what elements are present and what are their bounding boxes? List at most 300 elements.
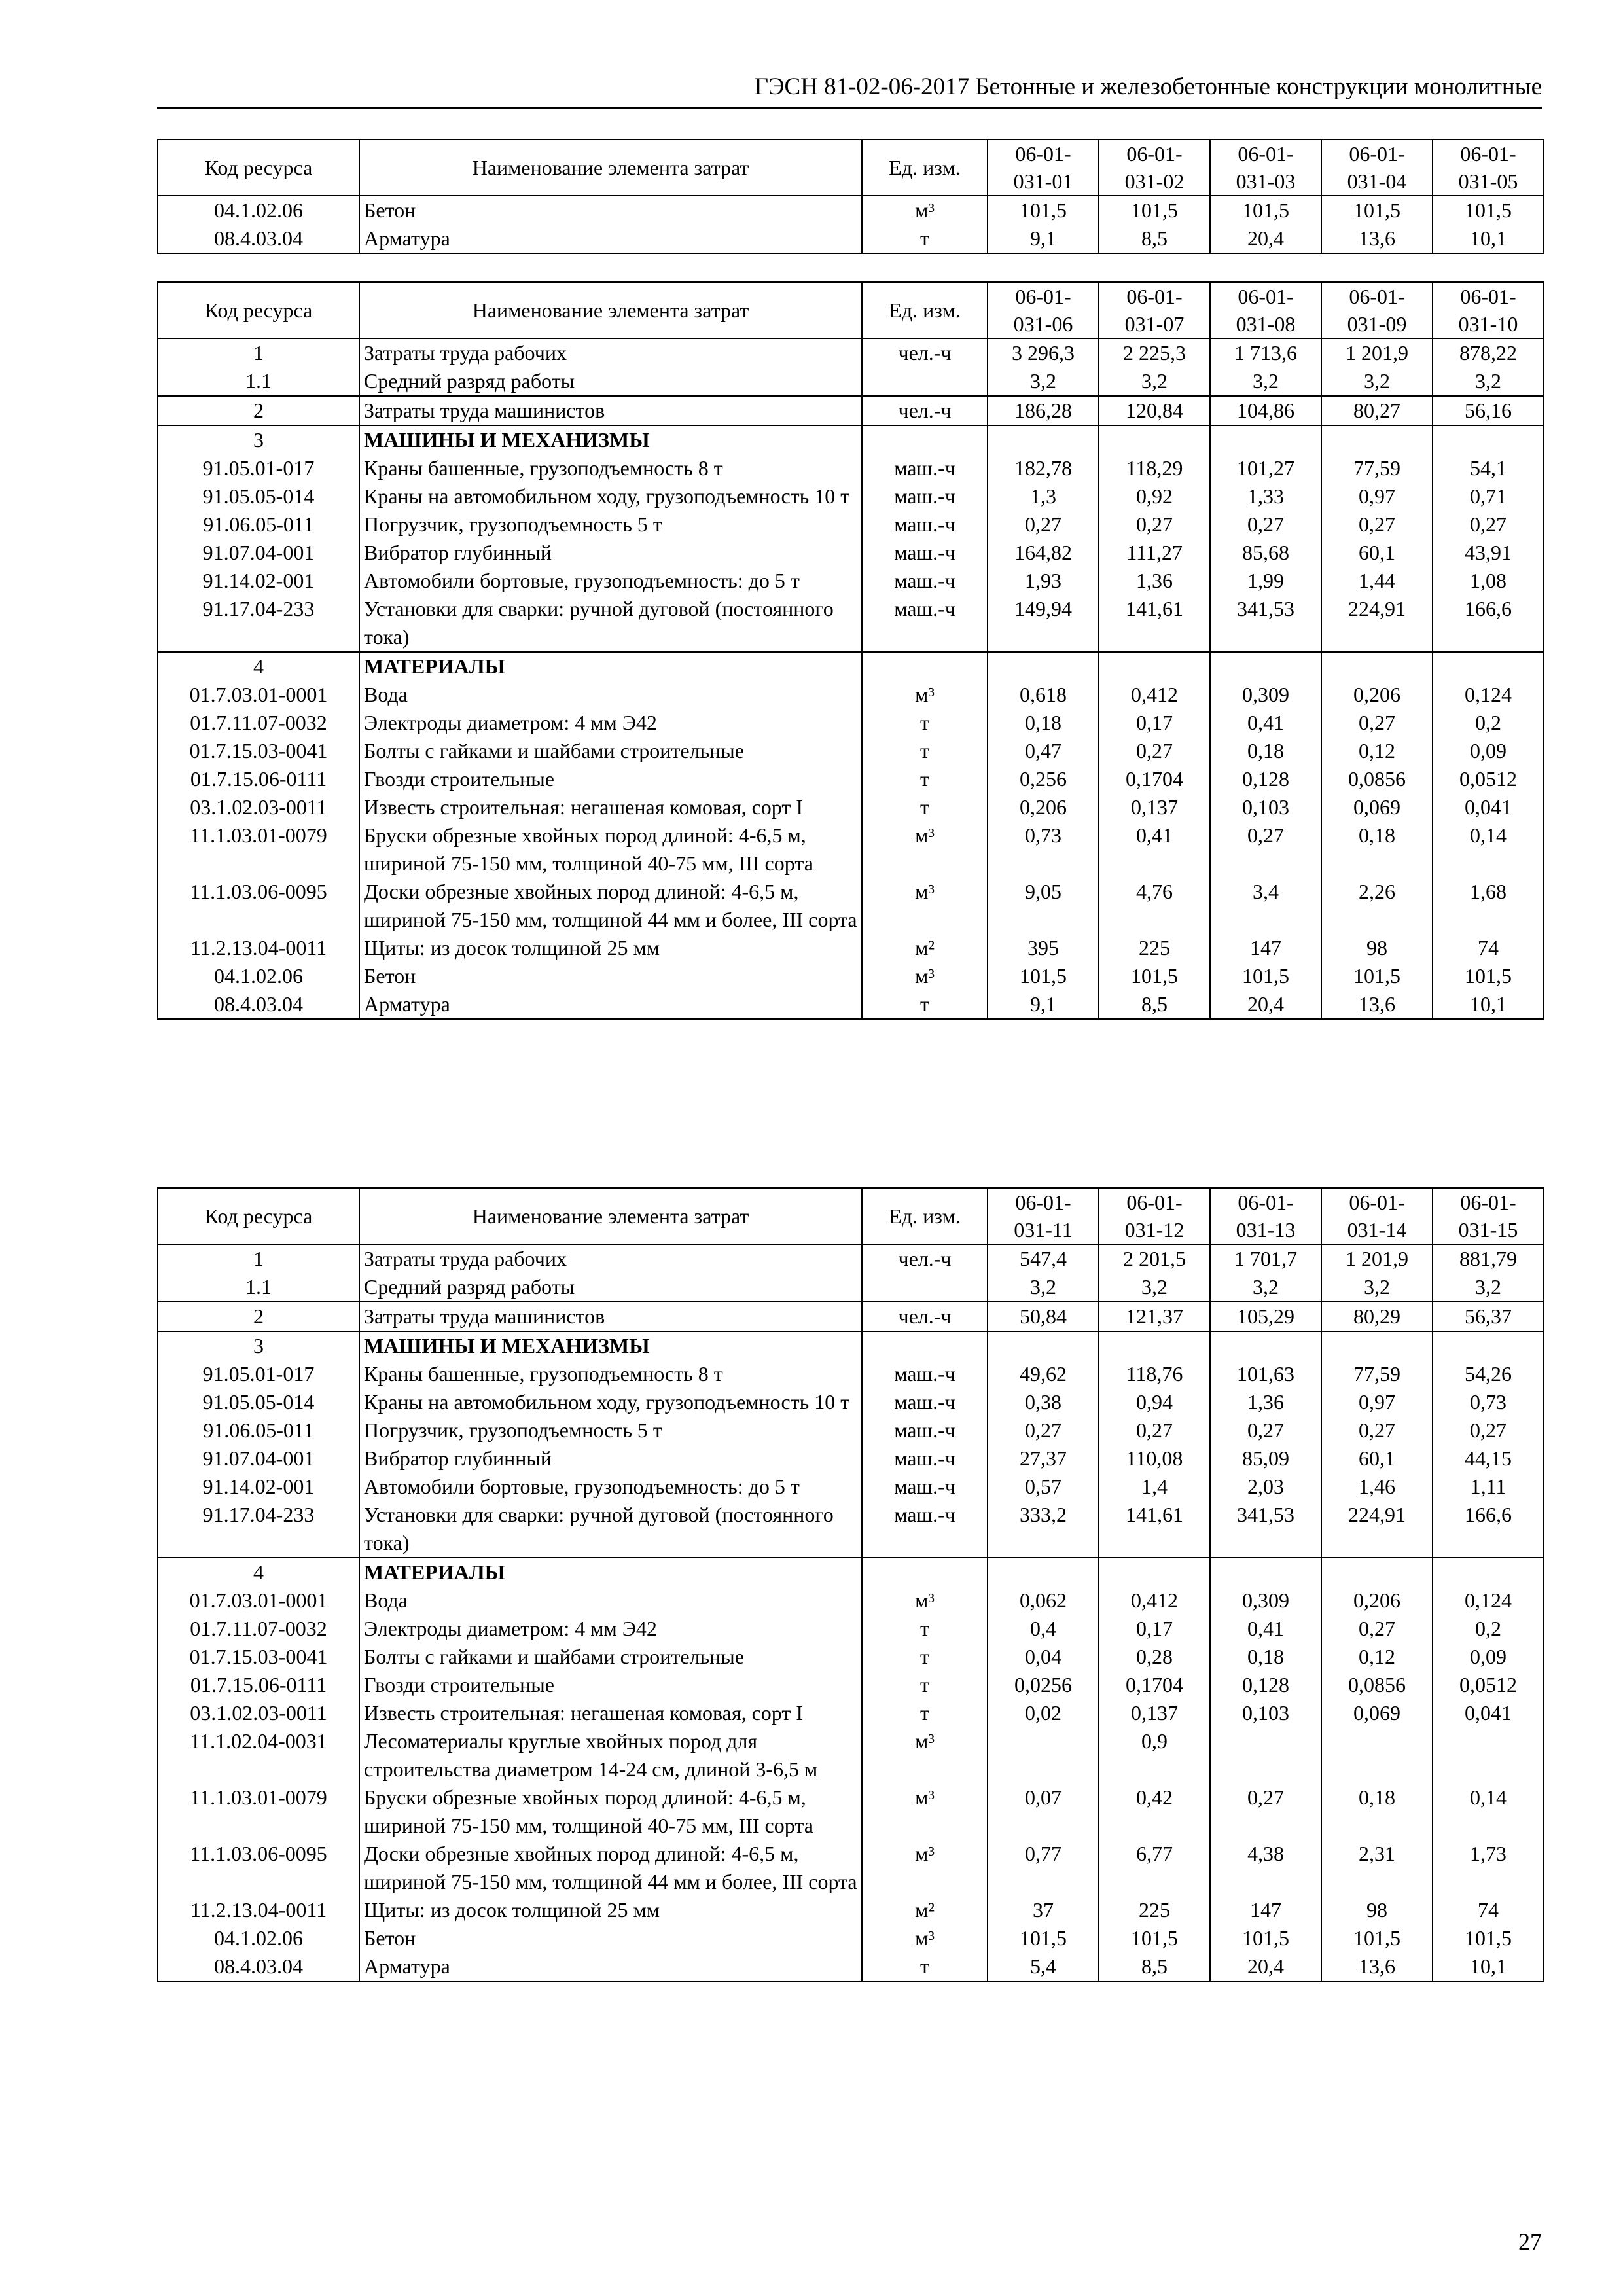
unit-of-measure: маш.-ч (862, 1444, 988, 1473)
resource-code: 91.17.04-233 (158, 1501, 359, 1558)
resource-code: 04.1.02.06 (158, 962, 359, 990)
resource-name: Бетон (359, 1924, 862, 1952)
resource-name: Гвозди строительные (359, 1671, 862, 1699)
resource-name: Бруски обрезные хвойных пород длиной: 4-6,5 м, шириной 75-150 мм, толщиной 40-75 мм, III сорта (359, 821, 862, 878)
norm-value: 1,93 (988, 567, 1099, 595)
norm-value: 0,77 (988, 1840, 1099, 1896)
norm-value: 333,2 (988, 1501, 1099, 1558)
table-row (158, 821, 1544, 878)
norm-value (1210, 1558, 1321, 1587)
norm-value: 0,4 (988, 1615, 1099, 1643)
norm-value: 4,76 (1099, 878, 1210, 934)
norm-value (988, 1727, 1099, 1784)
norm-value: 0,27 (1210, 1784, 1321, 1840)
norm-value: 0,0856 (1321, 1671, 1433, 1699)
resource-code: 03.1.02.03-0011 (158, 1699, 359, 1727)
resource-code: 91.07.04-001 (158, 539, 359, 567)
norm-value (1099, 1558, 1210, 1587)
norm-value (1099, 425, 1210, 454)
norm-value: 3,4 (1210, 878, 1321, 934)
norm-value: 0,27 (988, 511, 1099, 539)
column-header-unit: Ед. изм. (862, 139, 988, 196)
norm-value: 101,63 (1210, 1360, 1321, 1388)
norm-value: 224,91 (1321, 595, 1433, 652)
table-row (158, 567, 1544, 595)
table-row (158, 396, 1544, 425)
norm-value: 164,82 (988, 539, 1099, 567)
norm-value: 10,1 (1433, 990, 1544, 1019)
norm-value: 13,6 (1321, 1952, 1433, 1981)
norm-value: 3,2 (988, 367, 1099, 396)
resource-name: МАШИНЫ И МЕХАНИЗМЫ (359, 425, 862, 454)
norm-value: 8,5 (1099, 224, 1210, 253)
norm-value: 1,46 (1321, 1473, 1433, 1501)
norm-value: 0,42 (1099, 1784, 1210, 1840)
unit-of-measure: м³ (862, 821, 988, 878)
resource-name: Щиты: из досок толщиной 25 мм (359, 934, 862, 962)
unit-of-measure (862, 425, 988, 454)
norm-value: 101,5 (988, 1924, 1099, 1952)
norm-value: 0,12 (1321, 737, 1433, 765)
norm-value (1321, 1331, 1433, 1360)
resource-name: Затраты труда рабочих (359, 1244, 862, 1273)
norm-value: 186,28 (988, 396, 1099, 425)
norm-value: 77,59 (1321, 1360, 1433, 1388)
column-header-unit: Ед. изм. (862, 282, 988, 338)
resource-name: МАТЕРИАЛЫ (359, 652, 862, 681)
norm-value: 110,08 (1099, 1444, 1210, 1473)
norm-value: 0,47 (988, 737, 1099, 765)
resource-code: 11.2.13.04-0011 (158, 1896, 359, 1924)
resource-code: 3 (158, 1331, 359, 1360)
norm-value: 3,2 (1433, 367, 1544, 396)
norm-value: 1,68 (1433, 878, 1544, 934)
page-number: 27 (1518, 2229, 1542, 2255)
norm-value: 49,62 (988, 1360, 1099, 1388)
unit-of-measure: маш.-ч (862, 595, 988, 652)
resource-name: Щиты: из досок толщиной 25 мм (359, 1896, 862, 1924)
norm-value: 0,128 (1210, 1671, 1321, 1699)
norm-value: 60,1 (1321, 1444, 1433, 1473)
column-header-norm-code: 06-01- 031-07 (1099, 282, 1210, 338)
resource-name: Вибратор глубинный (359, 1444, 862, 1473)
norm-value: 0,0512 (1433, 1671, 1544, 1699)
norm-value: 0,92 (1099, 482, 1210, 511)
resource-name: МАТЕРИАЛЫ (359, 1558, 862, 1587)
norm-value: 147 (1210, 934, 1321, 962)
norm-value: 85,68 (1210, 539, 1321, 567)
norm-value: 0,18 (1210, 737, 1321, 765)
table-row (158, 539, 1544, 567)
resource-name: Краны на автомобильном ходу, грузоподъемность 10 т (359, 1388, 862, 1416)
table-row (158, 1615, 1544, 1643)
resource-name: Бетон (359, 962, 862, 990)
norm-value: 2,31 (1321, 1840, 1433, 1896)
norm-value: 56,16 (1433, 396, 1544, 425)
table-row (158, 737, 1544, 765)
unit-of-measure: т (862, 1952, 988, 1981)
norm-value: 0,1704 (1099, 1671, 1210, 1699)
unit-of-measure: т (862, 765, 988, 793)
norm-value: 4,38 (1210, 1840, 1321, 1896)
resource-code: 03.1.02.03-0011 (158, 793, 359, 821)
unit-of-measure (862, 367, 988, 396)
unit-of-measure: т (862, 1671, 988, 1699)
norm-value: 0,103 (1210, 793, 1321, 821)
unit-of-measure: м³ (862, 196, 988, 224)
unit-of-measure: маш.-ч (862, 539, 988, 567)
table-header-row (158, 139, 1544, 196)
column-header-norm-code: 06-01- 031-11 (988, 1188, 1099, 1244)
resource-name: Установки для сварки: ручной дуговой (постоянного тока) (359, 595, 862, 652)
resource-name: Краны башенные, грузоподъемность 8 т (359, 1360, 862, 1388)
norm-value: 0,41 (1099, 821, 1210, 878)
norm-value: 50,84 (988, 1302, 1099, 1331)
norm-value: 2,03 (1210, 1473, 1321, 1501)
table-row (158, 1784, 1544, 1840)
norm-value: 0,412 (1099, 1587, 1210, 1615)
unit-of-measure: чел.-ч (862, 1302, 988, 1331)
resource-name: Установки для сварки: ручной дуговой (постоянного тока) (359, 1501, 862, 1558)
norm-value: 166,6 (1433, 1501, 1544, 1558)
norm-value: 54,26 (1433, 1360, 1544, 1388)
table-row (158, 482, 1544, 511)
norm-value: 1,36 (1099, 567, 1210, 595)
norm-value: 3,2 (1099, 367, 1210, 396)
norm-value (1210, 1727, 1321, 1784)
norm-value: 44,15 (1433, 1444, 1544, 1473)
unit-of-measure: т (862, 1615, 988, 1643)
resource-name: Вибратор глубинный (359, 539, 862, 567)
norm-value: 0,09 (1433, 737, 1544, 765)
resource-code: 04.1.02.06 (158, 1924, 359, 1952)
norm-value: 8,5 (1099, 1952, 1210, 1981)
column-header-norm-code: 06-01- 031-13 (1210, 1188, 1321, 1244)
norm-value: 101,5 (1433, 196, 1544, 224)
resource-name: Бруски обрезные хвойных пород длиной: 4-6,5 м, шириной 75-150 мм, толщиной 40-75 мм, III сорта (359, 1784, 862, 1840)
norm-value: 101,5 (1433, 1924, 1544, 1952)
norm-value: 0,0256 (988, 1671, 1099, 1699)
norm-value: 3,2 (1210, 1273, 1321, 1302)
resource-name: Болты с гайками и шайбами строительные (359, 737, 862, 765)
column-header-norm-code: 06-01- 031-03 (1210, 139, 1321, 196)
norm-value (1433, 1331, 1544, 1360)
unit-of-measure: чел.-ч (862, 338, 988, 367)
norm-value: 0,27 (1321, 511, 1433, 539)
unit-of-measure (862, 1331, 988, 1360)
unit-of-measure: т (862, 1699, 988, 1727)
norm-value: 0,12 (1321, 1643, 1433, 1671)
table-row (158, 1444, 1544, 1473)
norm-value: 0,124 (1433, 681, 1544, 709)
resource-name: Краны башенные, грузоподъемность 8 т (359, 454, 862, 482)
norm-value: 1,08 (1433, 567, 1544, 595)
table-row (158, 1331, 1544, 1360)
unit-of-measure: т (862, 709, 988, 737)
table-row (158, 454, 1544, 482)
norm-value: 101,5 (1321, 1924, 1433, 1952)
norm-value: 225 (1099, 934, 1210, 962)
resource-code: 91.05.01-017 (158, 1360, 359, 1388)
norm-value: 20,4 (1210, 1952, 1321, 1981)
norm-value: 1 701,7 (1210, 1244, 1321, 1273)
resource-code: 91.14.02-001 (158, 1473, 359, 1501)
table-row (158, 1244, 1544, 1273)
norm-value: 341,53 (1210, 1501, 1321, 1558)
unit-of-measure: м³ (862, 1784, 988, 1840)
norm-value: 104,86 (1210, 396, 1321, 425)
table-row (158, 1558, 1544, 1587)
norm-value: 37 (988, 1896, 1099, 1924)
norm-value: 3 296,3 (988, 338, 1099, 367)
norm-value: 0,0512 (1433, 765, 1544, 793)
norm-value: 1,99 (1210, 567, 1321, 595)
norm-value: 0,27 (988, 1416, 1099, 1444)
norm-value: 0,2 (1433, 1615, 1544, 1643)
column-header-norm-code: 06-01- 031-14 (1321, 1188, 1433, 1244)
column-header-norm-code: 06-01- 031-15 (1433, 1188, 1544, 1244)
resource-name: Арматура (359, 224, 862, 253)
norm-value: 0,73 (1433, 1388, 1544, 1416)
resource-name: Погрузчик, грузоподъемность 5 т (359, 511, 862, 539)
unit-of-measure: маш.-ч (862, 482, 988, 511)
norm-value: 141,61 (1099, 595, 1210, 652)
resource-code: 4 (158, 1558, 359, 1587)
norm-value: 0,57 (988, 1473, 1099, 1501)
table-row (158, 1643, 1544, 1671)
unit-of-measure: м³ (862, 878, 988, 934)
norm-value: 0,27 (1099, 511, 1210, 539)
norm-value: 0,28 (1099, 1643, 1210, 1671)
norm-value: 0,137 (1099, 1699, 1210, 1727)
unit-of-measure: м³ (862, 1840, 988, 1896)
table-row (158, 367, 1544, 396)
resource-code: 3 (158, 425, 359, 454)
norm-value: 2 201,5 (1099, 1244, 1210, 1273)
norm-value: 3,2 (988, 1273, 1099, 1302)
norm-value: 182,78 (988, 454, 1099, 482)
table-row (158, 1473, 1544, 1501)
norm-value: 0,27 (1099, 737, 1210, 765)
norm-value: 149,94 (988, 595, 1099, 652)
table-row (158, 1952, 1544, 1981)
resource-table-2 (157, 281, 1544, 1020)
norm-value (1321, 652, 1433, 681)
resource-code: 11.1.03.06-0095 (158, 878, 359, 934)
unit-of-measure: т (862, 793, 988, 821)
table-row (158, 765, 1544, 793)
norm-value (1321, 1558, 1433, 1587)
norm-value: 118,76 (1099, 1360, 1210, 1388)
unit-of-measure: маш.-ч (862, 454, 988, 482)
column-header-unit: Ед. изм. (862, 1188, 988, 1244)
unit-of-measure: м³ (862, 1587, 988, 1615)
resource-name: Вода (359, 1587, 862, 1615)
norm-value: 1,36 (1210, 1388, 1321, 1416)
norm-value: 3,2 (1321, 1273, 1433, 1302)
column-header-code: Код ресурса (158, 139, 359, 196)
norm-value: 13,6 (1321, 224, 1433, 253)
norm-value: 3,2 (1210, 367, 1321, 396)
unit-of-measure: маш.-ч (862, 1416, 988, 1444)
norm-value: 98 (1321, 1896, 1433, 1924)
resource-code: 01.7.11.07-0032 (158, 1615, 359, 1643)
resource-name: Средний разряд работы (359, 1273, 862, 1302)
norm-value (1099, 1331, 1210, 1360)
unit-of-measure: м³ (862, 962, 988, 990)
norm-value: 77,59 (1321, 454, 1433, 482)
resource-code: 08.4.03.04 (158, 224, 359, 253)
unit-of-measure: маш.-ч (862, 1388, 988, 1416)
table-row (158, 878, 1544, 934)
norm-value: 111,27 (1099, 539, 1210, 567)
resource-name: МАШИНЫ И МЕХАНИЗМЫ (359, 1331, 862, 1360)
norm-value: 0,069 (1321, 793, 1433, 821)
norm-value: 0,02 (988, 1699, 1099, 1727)
norm-value: 27,37 (988, 1444, 1099, 1473)
resource-name: Автомобили бортовые, грузоподъемность: до 5 т (359, 1473, 862, 1501)
table-row (158, 1699, 1544, 1727)
norm-value: 0,07 (988, 1784, 1099, 1840)
norm-value: 0,18 (1321, 1784, 1433, 1840)
norm-value (1433, 652, 1544, 681)
norm-value: 0,97 (1321, 1388, 1433, 1416)
norm-value: 224,91 (1321, 1501, 1433, 1558)
resource-code: 01.7.03.01-0001 (158, 681, 359, 709)
resource-name: Краны на автомобильном ходу, грузоподъемность 10 т (359, 482, 862, 511)
norm-value: 3,2 (1099, 1273, 1210, 1302)
resource-name: Затраты труда машинистов (359, 1302, 862, 1331)
resource-name: Затраты труда машинистов (359, 396, 862, 425)
resource-name: Доски обрезные хвойных пород длиной: 4-6,5 м, шириной 75-150 мм, толщиной 44 мм и более, III сорта (359, 1840, 862, 1896)
resource-name: Электроды диаметром: 4 мм Э42 (359, 1615, 862, 1643)
norm-value: 0,412 (1099, 681, 1210, 709)
norm-value: 101,5 (1099, 196, 1210, 224)
resource-table-3 (157, 1187, 1544, 1982)
table-row (158, 1840, 1544, 1896)
column-header-norm-code: 06-01- 031-02 (1099, 139, 1210, 196)
resource-name: Гвозди строительные (359, 765, 862, 793)
norm-value: 1 201,9 (1321, 1244, 1433, 1273)
column-header-name: Наименование элемента затрат (359, 139, 862, 196)
resource-code: 91.07.04-001 (158, 1444, 359, 1473)
resource-code: 04.1.02.06 (158, 196, 359, 224)
norm-value: 9,1 (988, 990, 1099, 1019)
norm-value: 0,04 (988, 1643, 1099, 1671)
table-row (158, 425, 1544, 454)
resource-code: 11.1.03.01-0079 (158, 1784, 359, 1840)
table-row (158, 196, 1544, 224)
norm-value: 0,206 (1321, 681, 1433, 709)
norm-value: 1 713,6 (1210, 338, 1321, 367)
norm-value (1099, 652, 1210, 681)
norm-value: 0,41 (1210, 709, 1321, 737)
norm-value: 20,4 (1210, 990, 1321, 1019)
resource-code: 4 (158, 652, 359, 681)
norm-value: 101,5 (1210, 1924, 1321, 1952)
column-header-norm-code: 06-01- 031-01 (988, 139, 1099, 196)
column-header-code: Код ресурса (158, 282, 359, 338)
unit-of-measure: маш.-ч (862, 1473, 988, 1501)
resource-code: 91.05.05-014 (158, 482, 359, 511)
norm-value (1433, 1727, 1544, 1784)
norm-value (988, 1331, 1099, 1360)
norm-value: 0,27 (1321, 1615, 1433, 1643)
table-row (158, 962, 1544, 990)
table-row (158, 1273, 1544, 1302)
norm-value: 0,27 (1210, 1416, 1321, 1444)
unit-of-measure: маш.-ч (862, 1360, 988, 1388)
norm-value: 0,18 (1321, 821, 1433, 878)
resource-code: 01.7.15.03-0041 (158, 737, 359, 765)
norm-value: 74 (1433, 1896, 1544, 1924)
norm-value: 60,1 (1321, 539, 1433, 567)
norm-value: 80,29 (1321, 1302, 1433, 1331)
resource-name: Арматура (359, 990, 862, 1019)
norm-value: 0,38 (988, 1388, 1099, 1416)
norm-value: 3,2 (1321, 367, 1433, 396)
resource-name: Затраты труда рабочих (359, 338, 862, 367)
norm-value: 101,5 (988, 962, 1099, 990)
norm-value: 0,73 (988, 821, 1099, 878)
norm-value: 1,44 (1321, 567, 1433, 595)
column-header-norm-code: 06-01- 031-12 (1099, 1188, 1210, 1244)
norm-value: 0,256 (988, 765, 1099, 793)
norm-value: 881,79 (1433, 1244, 1544, 1273)
norm-value (1433, 1558, 1544, 1587)
norm-value: 341,53 (1210, 595, 1321, 652)
resource-code: 11.1.02.04-0031 (158, 1727, 359, 1784)
norm-value (1321, 1727, 1433, 1784)
norm-value: 2 225,3 (1099, 338, 1210, 367)
norm-value: 0,14 (1433, 821, 1544, 878)
norm-value: 0,124 (1433, 1587, 1544, 1615)
norm-value: 0,41 (1210, 1615, 1321, 1643)
norm-value (1210, 1331, 1321, 1360)
unit-of-measure: чел.-ч (862, 396, 988, 425)
resource-code: 01.7.11.07-0032 (158, 709, 359, 737)
document-header: ГЭСН 81-02-06-2017 Бетонные и железобетонные конструкции монолитные (157, 71, 1542, 109)
table-row (158, 934, 1544, 962)
norm-value: 547,4 (988, 1244, 1099, 1273)
norm-value: 0,128 (1210, 765, 1321, 793)
norm-value (988, 425, 1099, 454)
unit-of-measure: м² (862, 1896, 988, 1924)
resource-code: 11.2.13.04-0011 (158, 934, 359, 962)
column-header-norm-code: 06-01- 031-06 (988, 282, 1099, 338)
table-row (158, 652, 1544, 681)
column-header-code: Код ресурса (158, 1188, 359, 1244)
norm-value: 0,27 (1210, 511, 1321, 539)
norm-value: 1,33 (1210, 482, 1321, 511)
norm-value: 101,27 (1210, 454, 1321, 482)
column-header-norm-code: 06-01- 031-08 (1210, 282, 1321, 338)
unit-of-measure: м³ (862, 681, 988, 709)
resource-name: Электроды диаметром: 4 мм Э42 (359, 709, 862, 737)
table-row (158, 1501, 1544, 1558)
norm-value: 101,5 (1099, 962, 1210, 990)
table-row (158, 990, 1544, 1019)
unit-of-measure: т (862, 1643, 988, 1671)
norm-value: 121,37 (1099, 1302, 1210, 1331)
norm-value: 74 (1433, 934, 1544, 962)
norm-value: 0,09 (1433, 1643, 1544, 1671)
norm-value: 0,206 (1321, 1587, 1433, 1615)
table-row (158, 1896, 1544, 1924)
table-row (158, 1727, 1544, 1784)
norm-value (1210, 652, 1321, 681)
norm-value: 101,5 (1321, 196, 1433, 224)
